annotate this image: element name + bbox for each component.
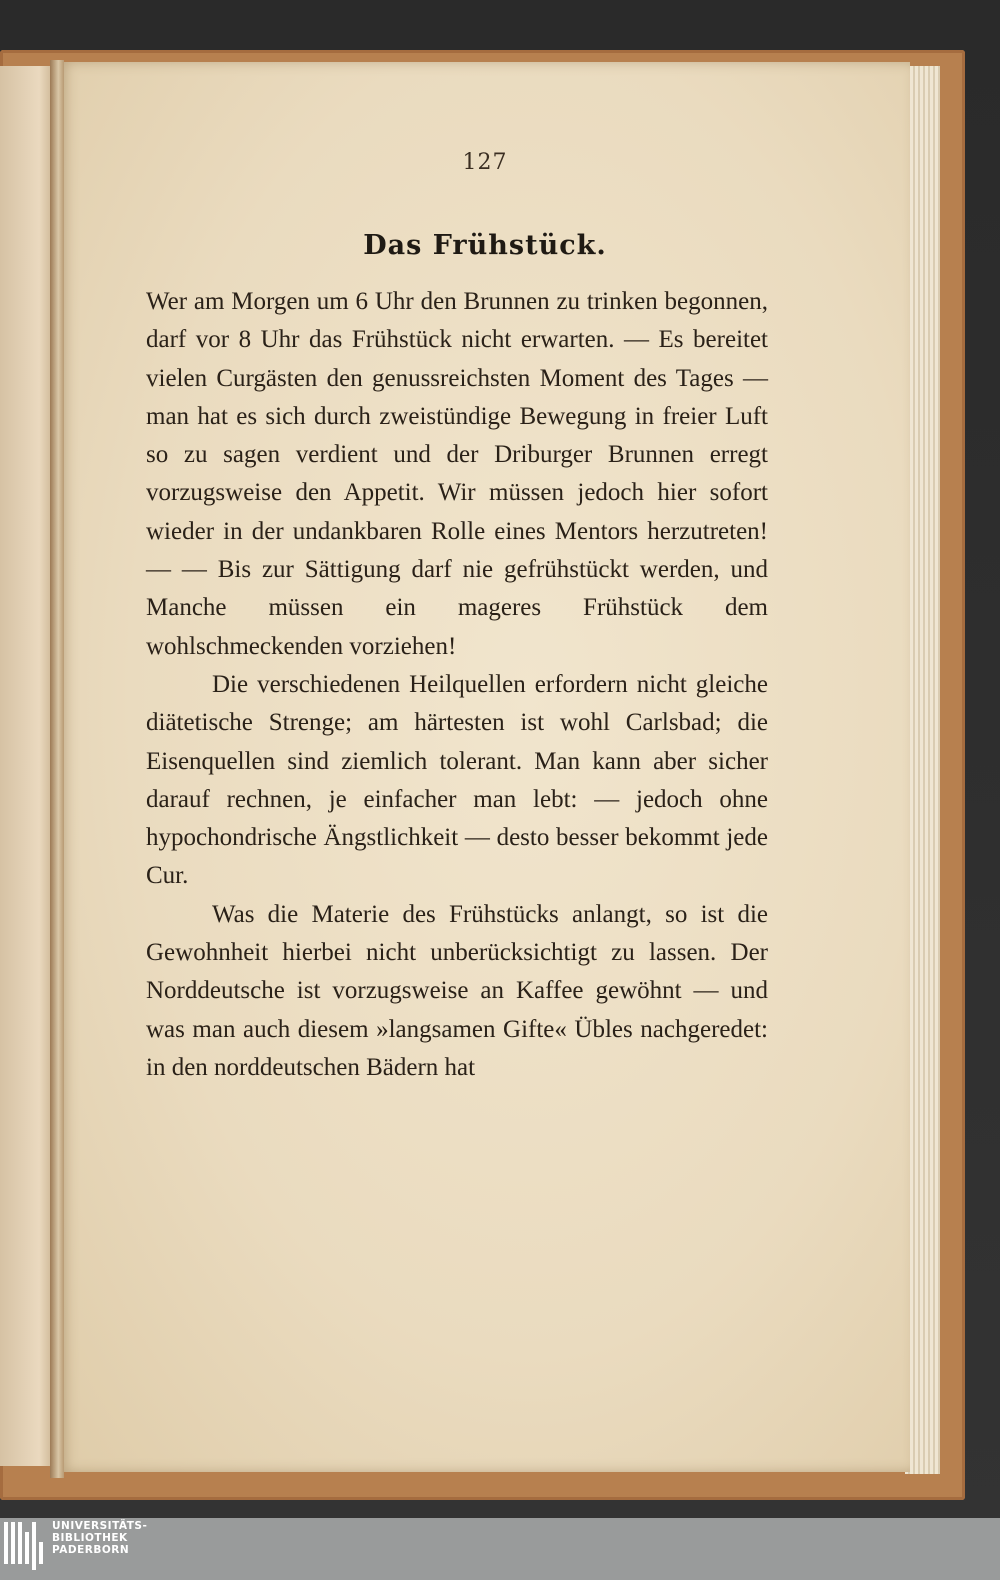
body-text xyxy=(146,283,768,1087)
book-page xyxy=(60,62,910,1472)
book-spine xyxy=(50,60,64,1478)
footer-bar xyxy=(0,1518,1000,1580)
paragraph: Was die Materie des Frühstücks anlangt, so ist die Gewohnheit hierbei nicht unberücksichtigt zu lassen. Der Norddeutsche ist vorzugsweise an Kaffee gewöhnt — und was man auch diesem »langsamen Gifte« Übles nachgeredet: in den norddeutschen Bädern hat xyxy=(146,900,768,1081)
paragraph: Wer am Morgen um 6 Uhr den Brunnen zu trinken begonnen, darf vor 8 Uhr das Frühstück nicht erwarten. — Es bereitet vielen Curgästen den genussreichsten Moment des Tages — man hat es sich durch zweistündige Bewegung in freier Luft so zu sagen verdient und der Driburger Brunnen erregt vorzugsweise den Appetit. Wir müssen jedoch hier sofort wieder in der undankbaren Rolle eines Mentors herzutreten! — — Bis zur Sättigung darf nie gefrühstückt werden, und Manche müssen ein mageres Frühstück dem wohlschmeckenden vorziehen! xyxy=(146,288,768,660)
page-number: 127 xyxy=(462,150,508,175)
page-stack-edge xyxy=(905,66,940,1474)
library-logo-text xyxy=(52,1520,147,1556)
page-heading: Das Frühstück. xyxy=(363,230,607,261)
left-page-edge xyxy=(0,66,56,1466)
logo-line: BIBLIOTHEK xyxy=(52,1532,128,1544)
paragraph: Die verschiedenen Heilquellen erfordern nicht gleiche diätetische Strenge; am härtesten ist wohl Carlsbad; die Eisenquellen sind ziemlich tolerant. Man kann aber sicher darauf rechnen, je einfacher man lebt: — jedoch ohne hypochondrische Ängstlichkeit — desto besser bekommt jede Cur. xyxy=(146,670,768,890)
logo-line: PADERBORN xyxy=(52,1544,130,1556)
library-logo-icon xyxy=(4,1522,46,1570)
logo-line: UNIVERSITÄTS- xyxy=(52,1520,148,1532)
